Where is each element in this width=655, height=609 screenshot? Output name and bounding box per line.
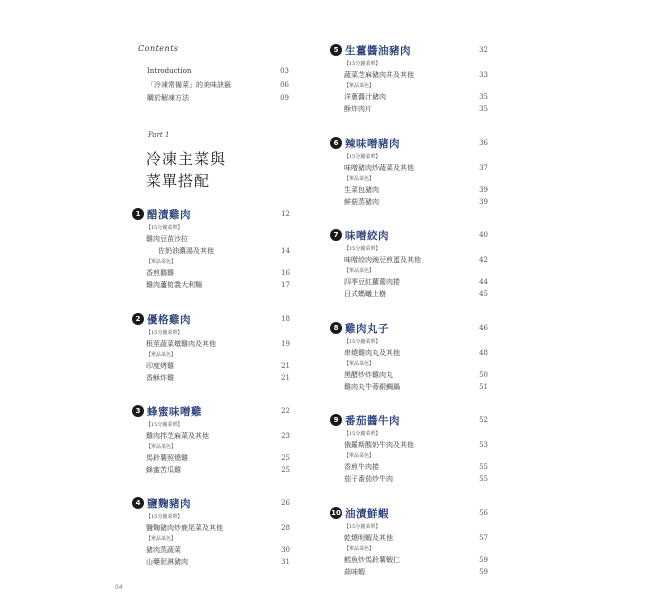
section-title: 辣味噌豬肉 (345, 137, 400, 150)
menu-category-label: 【15分鐘菜單】 (344, 524, 381, 530)
recipe-title: 鱈魚炒馬鈴薯蝦仁 (344, 556, 400, 564)
intro-label: Introduction (147, 67, 192, 75)
section-heading (330, 136, 400, 151)
menu-category-label: 【單品菜色】 (344, 176, 375, 182)
recipe-entry[interactable] (132, 279, 290, 291)
recipe-entry[interactable] (330, 381, 488, 393)
recipe-title: 味噌絞肉豌豆煎蛋及其他 (344, 256, 421, 264)
recipe-title: 山藥泥淋豬肉 (146, 558, 188, 566)
section-heading (132, 207, 191, 222)
recipe-page: 57 (479, 534, 488, 542)
recipe-title: 印度烤雞 (146, 362, 174, 370)
recipe-page: 48 (479, 349, 488, 357)
section-number-badge: 7 (330, 229, 342, 241)
section-number-badge: 6 (330, 137, 342, 149)
section-heading (330, 413, 400, 428)
recipe-entry[interactable] (330, 288, 488, 300)
menu-category-label: 【15分鐘菜單】 (344, 246, 381, 252)
recipe-entry[interactable] (132, 245, 290, 257)
recipe-entry[interactable] (132, 544, 290, 556)
recipe-page: 28 (281, 524, 290, 532)
section-title: 番茄醬牛肉 (345, 414, 400, 427)
recipe-title: 日式螞蟻上樹 (344, 290, 386, 298)
section-header[interactable] (330, 319, 488, 337)
recipe-page: 59 (479, 556, 488, 564)
section-header[interactable] (330, 411, 488, 429)
recipe-entry[interactable] (330, 69, 488, 81)
recipe-page: 35 (479, 105, 488, 113)
section (132, 205, 290, 291)
menu-category-label: 【單品菜色】 (146, 259, 177, 265)
recipe-entry[interactable] (330, 554, 488, 566)
section-page: 26 (281, 499, 290, 507)
recipe-entry[interactable] (132, 338, 290, 350)
recipe-page: 19 (281, 340, 290, 348)
menu-category-label: 【單品菜色】 (146, 444, 177, 450)
recipe-entry[interactable] (330, 439, 488, 451)
recipe-entry[interactable] (132, 452, 290, 464)
menu-category-label: 【單品菜色】 (344, 546, 375, 552)
intro-label: 關於解凍方法 (147, 94, 189, 102)
recipe-title: 雞肉丸牛蒡銀鯛鍋 (344, 383, 400, 391)
recipe-entry[interactable] (330, 196, 488, 208)
recipe-entry[interactable] (132, 430, 290, 442)
menu-category-label: 【單品菜色】 (146, 536, 177, 542)
recipe-entry[interactable] (132, 372, 290, 384)
section-title: 蜂蜜味噌雞 (147, 405, 202, 418)
recipe-entry[interactable] (330, 566, 488, 578)
part-title (146, 148, 226, 192)
recipe-title: 酥炸肉片 (344, 105, 372, 113)
recipe-title: 洋蔥醬汁豬肉 (344, 93, 386, 101)
recipe-page: 25 (281, 466, 290, 474)
section-page: 40 (479, 231, 488, 239)
section (330, 411, 488, 485)
recipe-entry[interactable] (330, 347, 488, 359)
recipe-title: 鮮菇蒸豬肉 (344, 198, 379, 206)
recipe-title: 雞肉拌芝麻菜及其他 (146, 432, 209, 440)
recipe-title: 香穌炸雞 (146, 374, 174, 382)
recipe-entry[interactable] (132, 360, 290, 372)
section (330, 134, 488, 208)
recipe-entry[interactable] (330, 473, 488, 485)
recipe-entry[interactable] (132, 233, 290, 245)
section (330, 226, 488, 300)
recipe-title: 生菜包豬肉 (344, 186, 379, 194)
section-heading (330, 228, 389, 243)
recipe-title: 香煎鵝雞 (146, 269, 174, 277)
recipe-title: 蔬菜芝麻豬肉丼及其他 (344, 71, 414, 79)
part-title-line: 菜單搭配 (146, 172, 211, 190)
recipe-title: 佐奶油濃湯及其他 (158, 247, 214, 255)
section-page: 46 (479, 324, 488, 332)
recipe-page: 59 (479, 568, 488, 576)
recipe-page: 17 (281, 281, 290, 289)
intro-row[interactable] (147, 80, 289, 93)
section-title: 醋漬雞肉 (147, 208, 191, 221)
recipe-entry[interactable] (132, 464, 290, 476)
recipe-entry[interactable] (330, 162, 488, 174)
recipe-title: 香煎牛肉捲 (344, 463, 379, 471)
recipe-page: 55 (479, 475, 488, 483)
intro-row[interactable] (147, 93, 289, 106)
section-header[interactable] (330, 226, 488, 244)
recipe-title: 根莖蔬菜燉雞肉及其他 (146, 340, 216, 348)
menu-category-label: 【15分鐘菜單】 (344, 431, 381, 437)
menu-category-label: 【單品菜色】 (146, 352, 177, 358)
recipe-page: 21 (281, 362, 290, 370)
section-title: 鹽麴豬肉 (147, 497, 191, 510)
recipe-page: 55 (479, 463, 488, 471)
section-title: 油漬鮮蝦 (345, 507, 389, 520)
recipe-title: 豬肉蒸蔬菜 (146, 546, 181, 554)
section-heading (330, 506, 389, 521)
recipe-page: 51 (479, 383, 488, 391)
recipe-title: 茄子番茄炒牛肉 (344, 475, 393, 483)
recipe-title: 雞肉蘆筍義大利麵 (146, 281, 202, 289)
recipe-page: 44 (479, 278, 488, 286)
section-number-badge: 1 (132, 208, 144, 220)
section (132, 402, 290, 476)
contents-label: Contents (138, 44, 179, 53)
section-page: 18 (281, 315, 290, 323)
recipe-entry[interactable] (132, 522, 290, 534)
recipe-entry[interactable] (330, 184, 488, 196)
recipe-page: 35 (479, 93, 488, 101)
recipe-title: 馬鈴薯照燒雞 (146, 454, 188, 462)
section-heading (132, 312, 191, 327)
section-heading (330, 321, 389, 336)
recipe-page: 21 (281, 374, 290, 382)
recipe-title: 味噌豬肉炒蔬菜及其他 (344, 164, 414, 172)
section-header[interactable] (132, 205, 290, 223)
recipe-page: 33 (479, 71, 488, 79)
recipe-page: 50 (479, 371, 488, 379)
section-title: 生薑醬油豬肉 (345, 44, 411, 57)
section-heading (132, 496, 191, 511)
menu-category-label: 【單品菜色】 (344, 268, 375, 274)
section-number-badge: 3 (132, 405, 144, 417)
recipe-page: 31 (281, 558, 290, 566)
recipe-title: 串燒雞肉丸及其他 (344, 349, 400, 357)
recipe-entry[interactable] (330, 532, 488, 544)
recipe-title: 四季豆紅蘿蔔肉捲 (344, 278, 400, 286)
section (132, 494, 290, 568)
section-heading (132, 404, 202, 419)
recipe-page: 45 (479, 290, 488, 298)
section (330, 41, 488, 115)
section-number-badge: 9 (330, 414, 342, 426)
recipe-page: 39 (479, 198, 488, 206)
recipe-title: 乾燒明蝦及其他 (344, 534, 393, 542)
recipe-entry[interactable] (330, 369, 488, 381)
intro-label: 「冷凍常備菜」的美味訣竅 (147, 81, 231, 89)
section-page: 52 (479, 416, 488, 424)
recipe-page: 25 (281, 454, 290, 462)
recipe-page: 16 (281, 269, 290, 277)
section-heading (330, 43, 411, 58)
menu-category-label: 【15分鐘菜單】 (146, 330, 183, 336)
menu-category-label: 【單品菜色】 (344, 83, 375, 89)
intro-page: 06 (280, 81, 289, 89)
menu-category-label: 【15分鐘菜單】 (344, 61, 381, 67)
recipe-entry[interactable] (132, 556, 290, 568)
section-header[interactable] (132, 494, 290, 512)
recipe-entry[interactable] (132, 267, 290, 279)
section-header[interactable] (132, 402, 290, 420)
section (132, 310, 290, 384)
part-label: Part 1 (148, 131, 170, 139)
intro-page: 03 (280, 67, 289, 75)
recipe-title: 黑醋炒炸雞肉丸 (344, 371, 393, 379)
section-number-badge: 8 (330, 322, 342, 334)
section-number-badge: 4 (132, 497, 144, 509)
section-number-badge: 10 (331, 509, 341, 517)
recipe-entry[interactable] (330, 461, 488, 473)
menu-category-label: 【15分鐘菜單】 (146, 422, 183, 428)
recipe-title: 雞肉豆苗沙拉 (146, 235, 188, 243)
recipe-entry[interactable] (330, 254, 488, 266)
menu-category-label: 【15分鐘菜單】 (344, 154, 381, 160)
recipe-page: 14 (281, 247, 290, 255)
section-header[interactable] (330, 134, 488, 152)
intro-page: 09 (280, 94, 289, 102)
menu-category-label: 【15分鐘菜單】 (344, 339, 381, 345)
intro-list (147, 67, 289, 106)
recipe-title: 蒜味蝦 (344, 568, 365, 576)
recipe-entry[interactable] (330, 276, 488, 288)
intro-row[interactable] (147, 67, 289, 80)
section-page: 22 (281, 407, 290, 415)
section (330, 504, 488, 578)
section-page: 12 (281, 210, 290, 218)
section-title: 雞肉丸子 (345, 322, 389, 335)
recipe-page: 42 (479, 256, 488, 264)
menu-category-label: 【15分鐘菜單】 (146, 225, 183, 231)
page-number: 04 (115, 584, 123, 591)
section (330, 319, 488, 393)
recipe-page: 23 (281, 432, 290, 440)
recipe-entry[interactable] (330, 91, 488, 103)
section-page: 56 (479, 509, 488, 517)
section-number-badge: 5 (330, 44, 342, 56)
section-title: 味噌絞肉 (345, 229, 389, 242)
section-title: 優格雞肉 (147, 313, 191, 326)
recipe-page: 39 (479, 186, 488, 194)
recipe-page: 30 (281, 546, 290, 554)
part-title-line: 冷凍主菜與 (146, 150, 227, 168)
recipe-page: 37 (479, 164, 488, 172)
recipe-page: 53 (479, 441, 488, 449)
section-page: 36 (479, 139, 488, 147)
section-number-badge: 2 (132, 313, 144, 325)
section-header[interactable] (330, 504, 488, 522)
section-page: 32 (479, 46, 488, 54)
menu-category-label: 【單品菜色】 (344, 361, 375, 367)
menu-category-label: 【15分鐘菜單】 (146, 514, 183, 520)
section-header[interactable] (132, 310, 290, 328)
menu-category-label: 【單品菜色】 (344, 453, 375, 459)
recipe-title: 俄羅斯酸奶牛肉及其他 (344, 441, 414, 449)
section-header[interactable] (330, 41, 488, 59)
recipe-title: 蜂蜜苦瓜雞 (146, 466, 181, 474)
recipe-entry[interactable] (330, 103, 488, 115)
recipe-title: 鹽麴豬肉炒鹿尾菜及其他 (146, 524, 223, 532)
